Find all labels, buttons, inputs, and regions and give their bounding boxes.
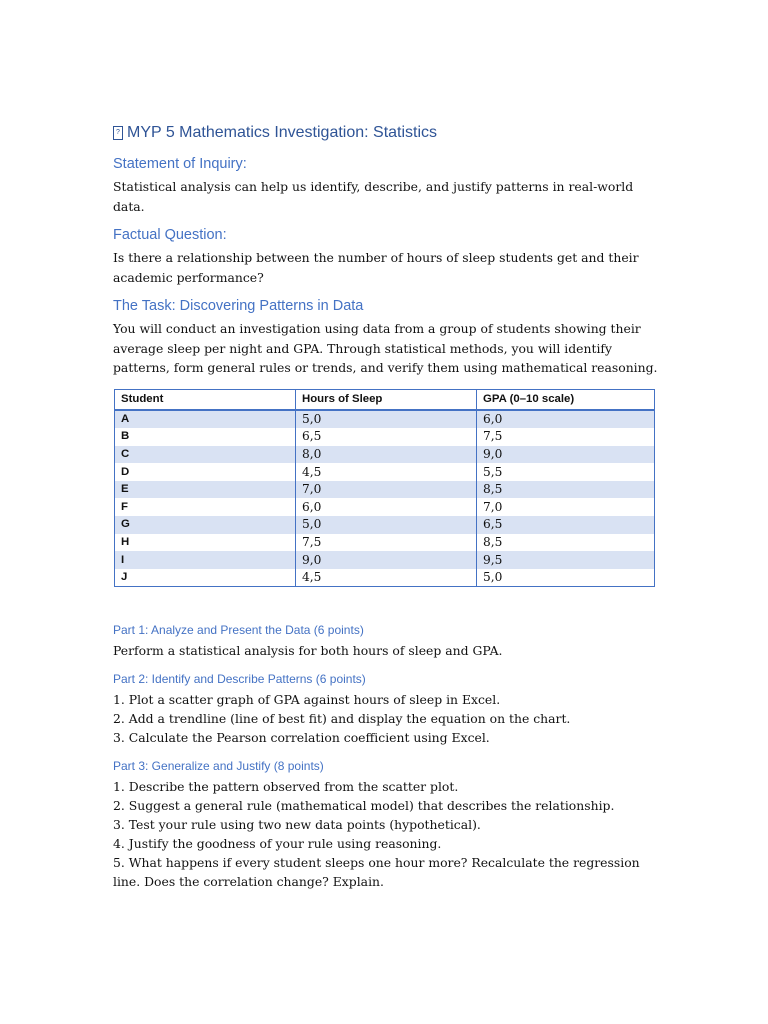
table-row (115, 551, 655, 569)
column-header-hours: Hours of Sleep (296, 389, 477, 410)
list-item: 4. Justify the goodness of your rule using reasoning. (113, 836, 442, 852)
hours-cell: 9,0 (296, 551, 477, 569)
part-3-list (113, 777, 658, 891)
inquiry-heading: Statement of Inquiry: (113, 156, 247, 172)
column-header-student: Student (115, 389, 296, 410)
student-cell: D (121, 465, 130, 478)
hours-cell: 6,0 (296, 498, 477, 516)
part-2-list (113, 690, 658, 747)
list-item: 2. Add a trendline (line of best fit) and display the equation on the chart. (113, 711, 571, 727)
hours-cell: 4,5 (296, 463, 477, 481)
list-item: 1. Plot a scatter graph of GPA against hours of sleep in Excel. (113, 692, 501, 708)
part-3-heading: Part 3: Generalize and Justify (8 points) (113, 759, 324, 774)
gpa-cell: 9,5 (477, 551, 655, 569)
table-row (115, 446, 655, 464)
gpa-cell: 5,5 (477, 463, 655, 481)
table-header-row (115, 389, 655, 410)
gpa-cell: 8,5 (477, 534, 655, 552)
hours-cell: 8,0 (296, 446, 477, 464)
hours-cell: 5,0 (296, 516, 477, 534)
part-2-heading: Part 2: Identify and Describe Patterns (6 points) (113, 672, 366, 687)
table-row (115, 516, 655, 534)
table-row (115, 463, 655, 481)
document-title (113, 124, 658, 142)
gpa-cell: 6,0 (477, 410, 655, 429)
factual-question-text: Is there a relationship between the number of hours of sleep students get and their academic performance? (113, 250, 639, 285)
part-1-heading: Part 1: Analyze and Present the Data (6 points) (113, 623, 364, 638)
table-row (115, 481, 655, 499)
hours-cell: 7,0 (296, 481, 477, 499)
gpa-cell: 8,5 (477, 481, 655, 499)
document-title-text: MYP 5 Mathematics Investigation: Statistics (127, 124, 438, 141)
student-cell: G (115, 516, 296, 534)
part-2-section (113, 672, 658, 747)
student-cell: H (121, 535, 130, 548)
inquiry-text: Statistical analysis can help us identify, describe, and justify patterns in real-world data. (113, 179, 634, 214)
gpa-cell: 9,0 (477, 446, 655, 464)
table-row (115, 498, 655, 516)
gpa-cell: 6,5 (477, 516, 655, 534)
student-cell: J (121, 571, 128, 584)
table-row (115, 410, 655, 429)
list-item: 3. Calculate the Pearson correlation coefficient using Excel. (113, 730, 490, 746)
student-cell: F (121, 500, 128, 513)
gpa-cell: 7,0 (477, 498, 655, 516)
task-heading: The Task: Discovering Patterns in Data (113, 298, 364, 314)
gpa-cell: 7,5 (477, 428, 655, 446)
list-item: 2. Suggest a general rule (mathematical model) that describes the relationship. (113, 798, 615, 814)
factual-question-heading: Factual Question: (113, 227, 227, 243)
list-item: 5. What happens if every student sleeps one hour more? Recalculate the regression line. Does the correlation change? Explain. (113, 855, 640, 890)
hours-cell: 5,0 (296, 410, 477, 429)
hours-cell: 6,5 (296, 428, 477, 446)
table-row (115, 569, 655, 587)
missing-glyph-icon: ? (113, 126, 123, 140)
task-text: You will conduct an investigation using data from a group of students showing their average sleep per night and GPA. Through statistical methods, you will identify patterns, form general rules or trends, and verify them using mathematical reasoning. (113, 321, 658, 375)
list-item: 1. Describe the pattern observed from the scatter plot. (113, 779, 459, 795)
hours-cell: 4,5 (296, 569, 477, 587)
student-cell: C (115, 446, 296, 464)
part-3-section (113, 759, 658, 891)
document-page (113, 124, 658, 903)
list-item: 3. Test your rule using two new data points (hypothetical). (113, 817, 481, 833)
sleep-gpa-table (114, 389, 655, 588)
part-1-text: Perform a statistical analysis for both hours of sleep and GPA. (113, 643, 503, 659)
student-cell: I (115, 551, 296, 569)
hours-cell: 7,5 (296, 534, 477, 552)
column-header-gpa: GPA (0–10 scale) (477, 389, 655, 410)
table-row (115, 534, 655, 552)
table-row (115, 428, 655, 446)
part-1-section (113, 623, 658, 660)
student-cell: B (121, 430, 130, 443)
student-cell: A (115, 410, 296, 429)
gpa-cell: 5,0 (477, 569, 655, 587)
student-cell: E (115, 481, 296, 499)
